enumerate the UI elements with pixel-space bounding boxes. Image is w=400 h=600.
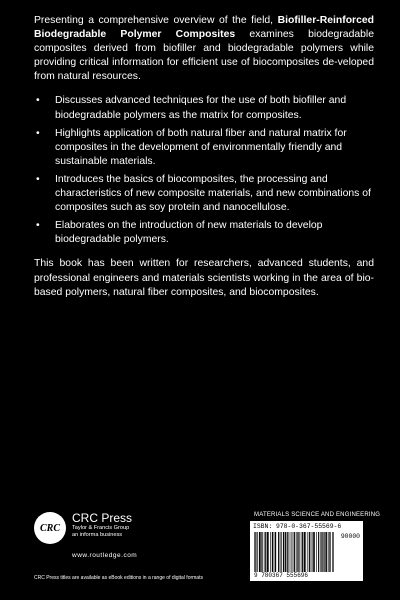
publisher-tagline: an informa business <box>72 532 123 538</box>
list-item-text: Elaborates on the introduction of new materials to develop biodegradable polymers. <box>55 220 323 246</box>
list-item <box>34 127 374 169</box>
list-item <box>34 219 374 247</box>
crc-press-logo <box>34 512 66 544</box>
feature-list <box>34 94 374 247</box>
list-item-text: Highlights application of both natural fiber and natural matrix for composites in the development of environmentally friendly and sustainable materials. <box>55 127 347 167</box>
bullet-icon: • <box>36 95 40 107</box>
publisher-url: www.routledge.com <box>72 552 138 559</box>
isbn-text: ISBN: 978-0-367-55569-6 <box>253 523 342 530</box>
intro-lead: Presenting a comprehensive overview of the field, <box>34 15 278 26</box>
ebook-note: CRC Press titles are available as eBook editions in a range of digital formats <box>34 575 203 581</box>
price-code: 90000 <box>340 533 360 540</box>
publisher-name: CRC Press <box>72 511 133 525</box>
book-title: Biofiller-Reinforced Biodegradable Polymer Composites <box>34 15 374 41</box>
list-item-text: Discusses advanced techniques for the use of both biofiller and biodegradable polymers as the matrix for composites. <box>55 95 347 121</box>
back-cover-text <box>34 14 374 300</box>
intro-rest: examines biodegradable composites derived from biofiller and biodegradable polymers while providing critical information for efficient use of biocomposites de-veloped from natural resources. <box>34 29 374 83</box>
list-item-text: Introduces the basics of biocomposites, the processing and characteristics of new composite materials, and new combinations of composites such as soy protein and nanocellulose. <box>55 173 371 214</box>
barcode-icon <box>254 532 334 572</box>
subject-category: MATERIALS SCIENCE AND ENGINEERING <box>254 512 381 518</box>
publisher-group: Taylor & Francis Group <box>72 525 130 531</box>
logo-text: CRC <box>39 522 60 534</box>
list-item <box>34 173 374 215</box>
audience-paragraph: This book has been written for researchers, advanced students, and professional engineers and materials scientists working in the area of bio-based polymers, natural fiber composites, and biocomposites. <box>34 258 374 298</box>
intro-paragraph <box>34 14 374 84</box>
publisher-block <box>72 512 132 539</box>
bullet-icon: • <box>36 220 40 232</box>
bullet-icon: • <box>36 173 40 185</box>
barcode-panel <box>250 521 363 581</box>
list-item <box>34 94 374 122</box>
bullet-icon: • <box>36 127 40 139</box>
barcode-number: 9 780367 555696 <box>254 572 309 579</box>
